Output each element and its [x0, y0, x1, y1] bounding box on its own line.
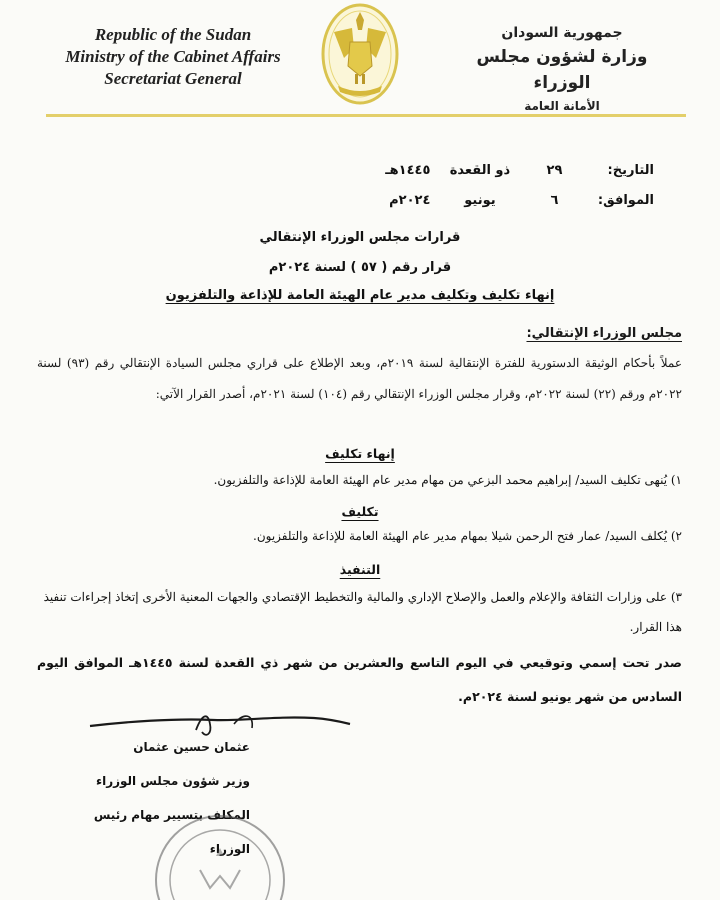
gregorian-date-label: الموافق:	[597, 193, 654, 208]
date-block	[385, 156, 654, 216]
item-text: يُكلف السيد/ عمار فتح الرحمن شيلا بمهام مدير عام الهيئة العامة للإذاعة والتلفزيون.	[253, 529, 668, 543]
item-number: ١)	[670, 473, 682, 487]
secretariat-name-ar: الأمانة العامة	[524, 99, 600, 113]
ministry-name-ar: وزارة لشؤون مجلس الوزراء	[476, 47, 648, 93]
country-name-ar: جمهورية السودان	[501, 25, 623, 41]
decision-subject-wrap	[0, 284, 720, 308]
decision-subject: إنهاء تكليف وتكليف مدير عام الهيئة العامة للإذاعة والتلفزيون	[165, 288, 555, 303]
decision-number: قرار رقم ( ٥٧ ) لسنة ٢٠٢٤م	[268, 260, 452, 275]
gregorian-year: ٢٠٢٤م	[389, 193, 431, 208]
list-item	[37, 466, 682, 494]
decisions-title: قرارات مجلس الوزراء الإنتقالي	[259, 230, 461, 245]
item-text: يُنهى تكليف السيد/ إبراهيم محمد البزعي من مهام مدير عام الهيئة العامة للإذاعة والتلفزيون.	[213, 473, 668, 487]
hijri-year: ١٤٤٥هـ	[385, 163, 431, 178]
gregorian-day: ٦	[550, 193, 559, 208]
hijri-month: ذو القعدة	[449, 163, 511, 178]
closing-paragraph: صدر تحت إسمي وتوقيعي في اليوم التاسع والعشرين من شهر ذي القعدة لسنة ١٤٤٥هـ الموافق اليوم السادس من شهر يونيو لسنة ٢٠٢٤م.	[37, 655, 683, 704]
list-item	[37, 582, 682, 642]
preamble-paragraph: عملاً بأحكام الوثيقة الدستورية للفترة الإنتقالية لسنة ٢٠١٩م، وبعد الإطلاع على قراري مجلس السيادة الإنتقالي رقم (٩٣) لسنة ٢٠٢٢م ورقم (٢٢) لسنة ٢٠٢٢م، وقرار مجلس الوزراء الإنتقالي رقم (١٠٤) لسنة ٢٠٢١م، أصدر القرار الآتي:	[37, 356, 682, 401]
gregorian-month: يونيو	[464, 193, 496, 208]
section3-title-wrap	[0, 558, 720, 582]
section1-title-wrap	[0, 442, 720, 466]
gregorian-date-row	[385, 186, 654, 216]
signatory-role: المكلف بتسيير مهام رئيس الوزراء	[93, 808, 250, 856]
council-heading-wrap	[37, 318, 682, 349]
council-heading: مجلس الوزراء الإنتقالي:	[526, 326, 682, 341]
ministry-name-en: Ministry of the Cabinet Affairs	[65, 47, 281, 66]
sudan-emblem-icon	[320, 2, 400, 106]
section2-title-wrap	[0, 500, 720, 524]
list-item	[37, 522, 682, 550]
header-english	[58, 24, 288, 90]
hijri-day: ٢٩	[546, 163, 563, 178]
hijri-date-row	[385, 156, 654, 186]
secretariat-name-en: Secretariat General	[104, 69, 242, 88]
signatory-name: عثمان حسين عثمان	[133, 740, 250, 754]
country-name-en: Republic of the Sudan	[94, 25, 252, 44]
signatory-title: وزير شؤون مجلس الوزراء	[95, 774, 250, 788]
item-number: ٣)	[670, 590, 682, 604]
hijri-date-label: التاريخ:	[607, 163, 654, 178]
header-arabic	[462, 22, 662, 116]
item-number: ٢)	[670, 529, 682, 543]
official-stamp-icon	[150, 800, 290, 900]
header-divider	[46, 114, 686, 117]
section-title-termination: إنهاء تكليف	[325, 446, 395, 461]
item-text: على وزارات الثقافة والإعلام والعمل والإصلاح الإداري والمالية والتخطيط الإقتصادي والجهات المعنية الأخرى إتخاذ إجراءات تنفيذ هذا القرار.	[43, 590, 682, 634]
section-title-implementation: التنفيذ	[339, 562, 381, 577]
section-title-assignment: تكليف	[341, 504, 379, 519]
